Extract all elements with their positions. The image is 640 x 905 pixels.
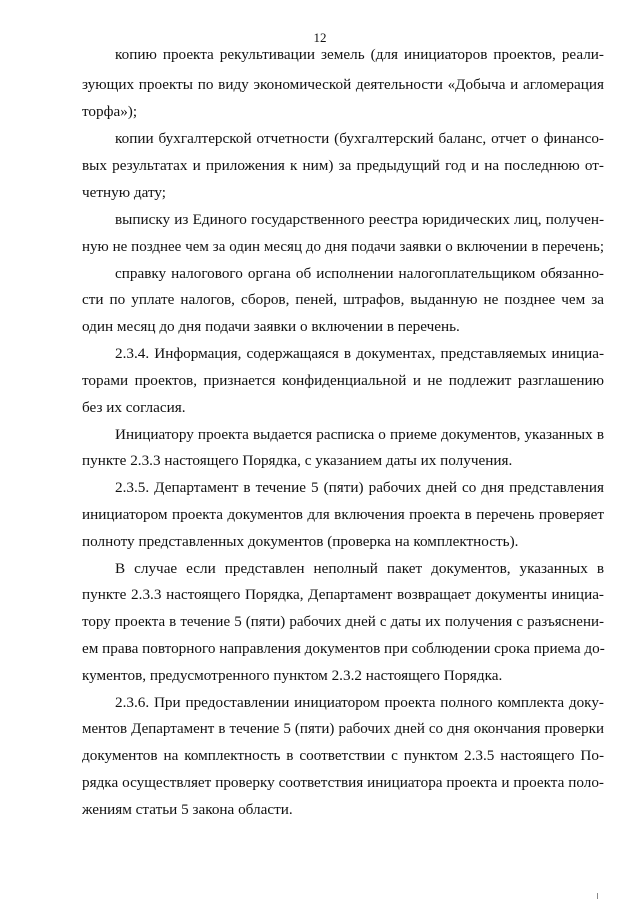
text-line: тору проекта в течение 5 (пяти) рабочих дней с даты их получения с разъяснени- bbox=[82, 614, 604, 630]
text-line: 2.3.4. Информация, содержащаяся в документах, представляемых инициа- bbox=[115, 345, 604, 362]
text-line: документов на комплектность в соответствии с пунктом 2.3.5 настоящего По- bbox=[82, 747, 604, 764]
text-line: инициатором проекта документов для включения проекта в перечень проверяет bbox=[82, 506, 604, 523]
text-line: сти по уплате налогов, сборов, пеней, штрафов, выданную не позднее чем за bbox=[82, 291, 604, 308]
text-line: полноту представленных документов (проверка на комплектность). bbox=[82, 533, 519, 550]
text-line: четную дату; bbox=[82, 184, 167, 201]
text-line: Инициатору проекта выдается расписка о приеме документов, указанных в bbox=[115, 426, 604, 443]
text-line: выписку из Единого государственного реестра юридических лиц, получен- bbox=[115, 211, 604, 228]
text-line: жениям статьи 5 закона области. bbox=[82, 801, 293, 818]
text-line: пункте 2.3.3 настоящего Порядка, с указанием даты их получения. bbox=[82, 452, 513, 469]
text-line: кументов, предусмотренного пунктом 2.3.2 настоящего Порядка. bbox=[82, 667, 503, 684]
text-line: рядка осуществляет проверку соответствия инициатора проекта и проекта поло- bbox=[82, 774, 604, 791]
text-line: пункте 2.3.3 настоящего Порядка, Департамент возвращает документы инициа- bbox=[82, 586, 604, 603]
text-line: В случае если представлен неполный пакет документов, указанных в bbox=[115, 560, 604, 577]
text-line: торфа»); bbox=[82, 103, 138, 120]
text-line: один месяц до дня подачи заявки о включении в перечень. bbox=[82, 318, 460, 335]
text-line: 2.3.6. При предоставлении инициатором проекта полного комплекта доку- bbox=[115, 694, 604, 711]
text-line: вых результатах и приложения к ним) за предыдущий год и на последнюю от- bbox=[82, 157, 604, 174]
text-line: ную не позднее чем за один месяц до дня подачи заявки о включении в перечень; bbox=[82, 239, 604, 255]
text-line: без их согласия. bbox=[82, 399, 186, 416]
page-number: 12 bbox=[313, 30, 327, 45]
text-line: ем права повторного направления документов при соблюдении срока приема до- bbox=[82, 640, 605, 657]
text-line: копии бухгалтерской отчетности (бухгалтерский баланс, отчет о финансо- bbox=[115, 130, 604, 147]
text-line: торами проектов, признается конфиденциальной и не подлежит разглашению bbox=[82, 372, 604, 389]
text-line: справку налогового органа об исполнении налогоплательщиком обязанно- bbox=[115, 265, 604, 282]
text-line: зующих проекты по виду экономической деятельности «Добыча и агломерация bbox=[82, 76, 604, 93]
text-line: ментов Департамент в течение 5 (пяти) рабочих дней со дня окончания проверки bbox=[82, 721, 604, 737]
text-line: 2.3.5. Департамент в течение 5 (пяти) рабочих дней со дня представления bbox=[115, 479, 604, 496]
scan-mark bbox=[597, 893, 598, 899]
text-line: копию проекта рекультивации земель (для инициаторов проектов, реали- bbox=[115, 46, 604, 63]
